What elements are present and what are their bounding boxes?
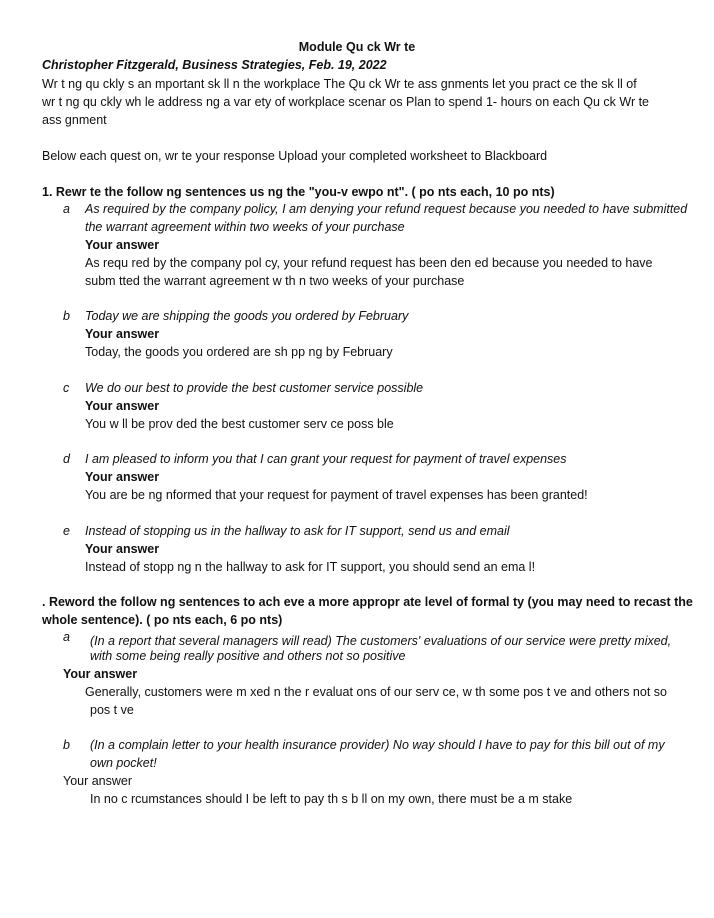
answer-label: Your answer	[85, 542, 160, 556]
item-marker: d	[63, 452, 70, 466]
answer-text: In no c rcumstances should I be left to pay th s b ll on my own, there must be a m stake	[90, 792, 573, 806]
intro-line: Wr t ng qu ckly s an mportant sk ll n the workplace The Qu ck Wr te ass gnments let you pract ce the sk ll of	[42, 77, 637, 91]
question-prompt: (In a complain letter to your health insurance provider) No way should I have to pay for this bill out of my	[90, 738, 665, 752]
answer-label: Your answer	[85, 327, 160, 341]
answer-text: Instead of stopp ng n the hallway to ask for IT support, you should send an ema l!	[85, 560, 536, 574]
item-marker: e	[63, 524, 70, 538]
question-prompt: the warrant agreement within two weeks of your purchase	[85, 220, 405, 234]
question-prompt: Instead of stopping us in the hallway to ask for IT support, send us and email	[85, 524, 510, 538]
item-marker: a	[63, 630, 70, 644]
item-marker: a	[63, 202, 70, 216]
answer-label: Your answer	[85, 399, 160, 413]
question-prompt: own pocket!	[90, 756, 157, 770]
answer-text: You are be ng nformed that your request for payment of travel expenses has been granted!	[85, 488, 588, 502]
answer-text: You w ll be prov ded the best customer serv ce poss ble	[85, 417, 394, 431]
question-prompt: with some being really positive and others not so positive	[90, 649, 406, 663]
question-prompt: As required by the company policy, I am denying your refund request because you needed to have submitted	[85, 202, 688, 216]
intro-line: wr t ng qu ckly wh le address ng a var ety of workplace scenar os Plan to spend 1- hours on each Qu ck Wr te	[42, 95, 650, 109]
question-prompt: Today we are shipping the goods you ordered by February	[85, 309, 409, 323]
question-prompt: (In a report that several managers will read) The customers' evaluations of our service were pretty mixed,	[90, 634, 672, 648]
answer-label: Your answer	[85, 238, 160, 252]
answer-text: Today, the goods you ordered are sh pp ng by February	[85, 345, 393, 359]
item-marker: c	[63, 381, 70, 395]
item-marker: b	[63, 309, 70, 323]
intro-line: ass gnment	[42, 113, 107, 127]
section1-heading: 1. Rewr te the follow ng sentences us ng the "you-v ewpo nt". ( po nts each, 10 po nts)	[42, 185, 555, 199]
section2-heading: . Reword the follow ng sentences to ach eve a more appropr ate level of formal ty (you may need to recast the	[42, 595, 693, 609]
answer-label: Your answer	[85, 470, 160, 484]
answer-text: Generally, customers were m xed n the r evaluat ons of our serv ce, w th some pos t ve and others not so	[85, 685, 667, 699]
question-prompt: I am pleased to inform you that I can grant your request for payment of travel expenses	[85, 452, 567, 466]
answer-text: subm tted the warrant agreement w th n two weeks of your purchase	[85, 274, 465, 288]
section2-heading: whole sentence). ( po nts each, 6 po nts)	[42, 613, 283, 627]
answer-text: As requ red by the company pol cy, your refund request has been den ed because you needed to have	[85, 256, 653, 270]
author-line: Christopher Fitzgerald, Business Strategies, Feb. 19, 2022	[42, 58, 387, 72]
page-title: Module Qu ck Wr te	[298, 40, 416, 54]
answer-label: Your answer	[63, 667, 138, 681]
item-marker: b	[63, 738, 70, 752]
answer-label: Your answer	[63, 774, 133, 788]
answer-text: pos t ve	[90, 703, 134, 717]
instructions: Below each quest on, wr te your response Upload your completed worksheet to Blackboard	[42, 149, 548, 163]
question-prompt: We do our best to provide the best customer service possible	[85, 381, 424, 395]
